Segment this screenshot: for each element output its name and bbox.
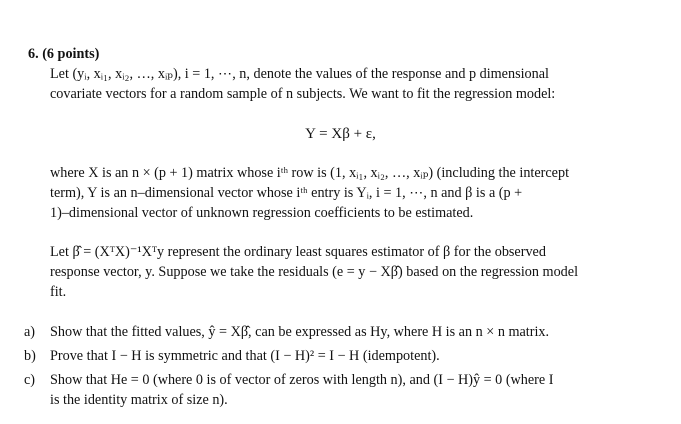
paragraph-line: 1)–dimensional vector of unknown regression coefficients to be estimated. xyxy=(50,205,474,221)
subquestion-c xyxy=(24,370,664,410)
estimator-paragraph xyxy=(50,242,654,302)
paragraph-line: Let β̂ = (XᵀX)⁻¹Xᵀy represent the ordinary least squares estimator of β for the observed xyxy=(50,244,546,260)
subquestion-b xyxy=(24,346,664,366)
paragraph-line: fit. xyxy=(50,284,67,300)
subquestion-text: Prove that I − H is symmetric and that (I − H)² = I − H (idempotent). xyxy=(50,348,440,364)
paragraph-line: where X is an n × (p + 1) matrix whose iᵗʰ row is (1, xᵢ₁, xᵢ₂, …, xᵢₚ) (including the intercept xyxy=(50,165,570,181)
subquestion-label: c) xyxy=(24,372,36,388)
question-points: (6 points) xyxy=(42,46,100,62)
subquestion-label: a) xyxy=(24,324,36,340)
paragraph-line: response vector, y. Suppose we take the residuals (e = y − Xβ̂) based on the regression model xyxy=(50,264,579,280)
paragraph-line: term), Y is an n–dimensional vector whose iᵗʰ entry is Yᵢ, i = 1, ⋯, n and β is a (p + xyxy=(50,185,523,201)
subquestion-label: b) xyxy=(24,348,36,364)
subquestion-list xyxy=(24,322,664,414)
question-heading xyxy=(28,44,99,64)
subquestion-a xyxy=(24,322,664,342)
definitions-paragraph xyxy=(50,163,654,223)
paragraph-line: covariate vectors for a random sample of n subjects. We want to fit the regression model: xyxy=(50,86,556,102)
subquestion-text: Show that the fitted values, ŷ = Xβ̂, can be expressed as Hy, where H is an n × n matrix. xyxy=(50,324,550,340)
subquestion-text: is the identity matrix of size n). xyxy=(50,392,228,408)
question-number: 6. xyxy=(28,46,39,62)
regression-model-equation: Y = Xβ + ε, xyxy=(305,126,376,142)
intro-paragraph xyxy=(50,64,654,104)
subquestion-text: Show that He = 0 (where 0 is of vector of zeros with length n), and (I − H)ŷ = 0 (where I xyxy=(50,372,554,388)
paragraph-line: Let (yᵢ, xᵢ₁, xᵢ₂, …, xᵢₚ), i = 1, ⋯, n, denote the values of the response and p dimensional xyxy=(50,66,549,82)
